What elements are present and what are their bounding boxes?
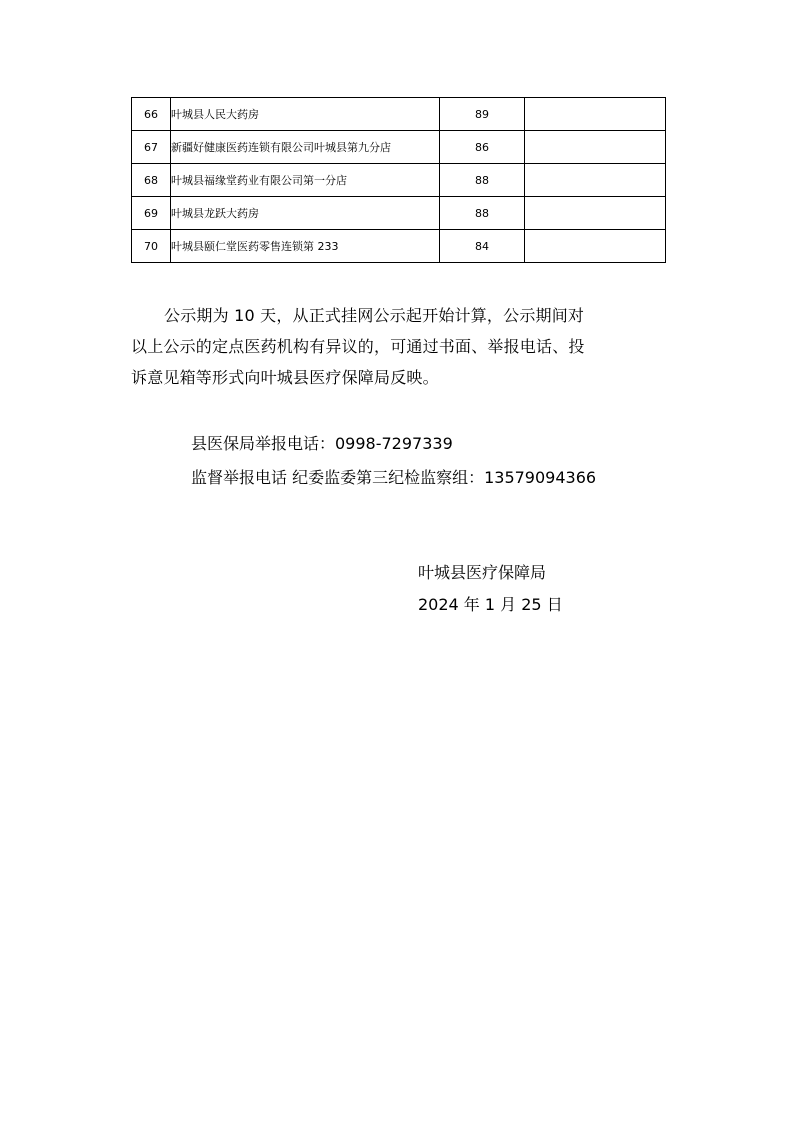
pharmacy-score: 86 — [440, 131, 525, 164]
pharmacy-name: 叶城县龙跃大药房 — [171, 197, 440, 230]
table-row — [132, 164, 666, 197]
pharmacy-name: 叶城县福缘堂药业有限公司第一分店 — [171, 164, 440, 197]
pharmacy-name: 叶城县颐仁堂医药零售连锁第 233 — [171, 230, 440, 263]
pharmacy-note — [525, 131, 666, 164]
table-row — [132, 230, 666, 263]
table-row — [132, 197, 666, 230]
pharmacy-name: 叶城县人民大药房 — [171, 98, 440, 131]
pharmacy-score: 89 — [440, 98, 525, 131]
pharmacy-score: 88 — [440, 164, 525, 197]
pharmacy-score-table — [131, 97, 666, 263]
pharmacy-note — [525, 98, 666, 131]
pharmacy-note — [525, 164, 666, 197]
row-number: 67 — [132, 131, 171, 164]
pharmacy-score: 84 — [440, 230, 525, 263]
bureau-hotline: 县医保局举报电话：0998-7297339 — [191, 434, 453, 453]
table-row — [132, 98, 666, 131]
signature-date: 2024 年 1 月 25 日 — [418, 595, 563, 614]
pharmacy-name: 新疆好健康医药连锁有限公司叶城县第九分店 — [171, 131, 440, 164]
supervision-hotline: 监督举报电话 纪委监委第三纪检监察组：13579094366 — [191, 468, 597, 487]
pharmacy-note — [525, 197, 666, 230]
notice-line: 公示期为 10 天，从正式挂网公示起开始计算，公示期间对 — [164, 306, 585, 325]
pharmacy-note — [525, 230, 666, 263]
row-number: 70 — [132, 230, 171, 263]
table-row — [132, 131, 666, 164]
row-number: 69 — [132, 197, 171, 230]
notice-paragraph — [131, 300, 679, 393]
row-number: 68 — [132, 164, 171, 197]
pharmacy-score: 88 — [440, 197, 525, 230]
notice-line: 诉意见箱等形式向叶城县医疗保障局反映。 — [131, 368, 439, 387]
signature-org: 叶城县医疗保障局 — [418, 563, 547, 582]
row-number: 66 — [132, 98, 171, 131]
notice-line: 以上公示的定点医药机构有异议的，可通过书面、举报电话、投 — [131, 337, 585, 356]
